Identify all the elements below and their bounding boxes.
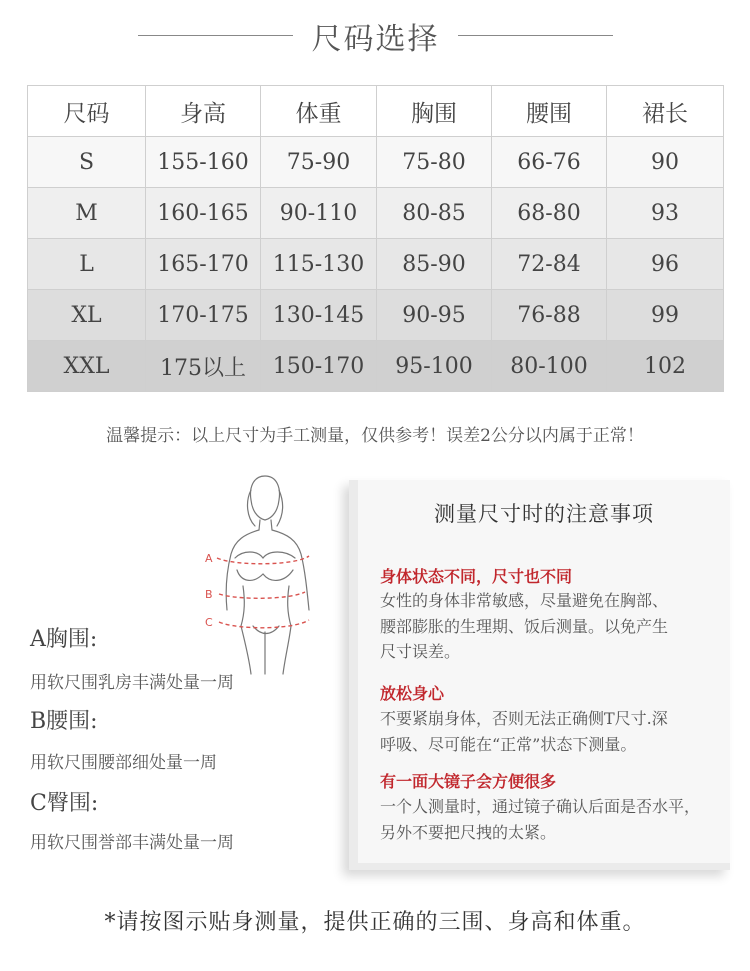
table-cell: 75-80 bbox=[377, 137, 492, 188]
table-cell: 130-145 bbox=[261, 290, 377, 341]
table-cell: 115-130 bbox=[261, 239, 377, 290]
notice-title: 测量尺寸时的注意事项 bbox=[434, 502, 654, 526]
table-row bbox=[28, 290, 724, 341]
column-header: 身高 bbox=[146, 86, 261, 137]
table-cell: S bbox=[28, 137, 146, 188]
notice-paragraph bbox=[380, 794, 725, 845]
table-cell: 96 bbox=[607, 239, 724, 290]
notice-heading: 有一面大镜子会方便很多 bbox=[380, 772, 557, 791]
table-cell: 93 bbox=[607, 188, 724, 239]
table-cell: XXL bbox=[28, 341, 146, 392]
table-cell: 90 bbox=[607, 137, 724, 188]
table-cell: 80-85 bbox=[377, 188, 492, 239]
table-cell: 150-170 bbox=[261, 341, 377, 392]
size-table-header bbox=[28, 86, 724, 137]
table-cell: XL bbox=[28, 290, 146, 341]
table-cell: 90-110 bbox=[261, 188, 377, 239]
table-cell: 99 bbox=[607, 290, 724, 341]
column-header: 裙长 bbox=[607, 86, 724, 137]
table-cell: 72-84 bbox=[492, 239, 607, 290]
bust-description: 用软尺围乳房丰满处量一周 bbox=[30, 673, 234, 693]
table-row bbox=[28, 188, 724, 239]
sizing-tip: 温馨提示：以上尺寸为手工测量，仅供参考！误差2公分以内属于正常！ bbox=[106, 426, 644, 446]
column-header: 体重 bbox=[261, 86, 377, 137]
table-cell: L bbox=[28, 239, 146, 290]
column-header: 尺码 bbox=[28, 86, 146, 137]
table-cell: 95-100 bbox=[377, 341, 492, 392]
footer-instruction: *请按图示贴身测量，提供正确的三围、身高和体重。 bbox=[104, 910, 646, 935]
table-cell: 68-80 bbox=[492, 188, 607, 239]
notice-line: 呼吸、尽可能在“正常”状态下测量。 bbox=[380, 734, 637, 754]
page-title: 尺码选择 bbox=[311, 22, 440, 57]
body-measurement-figure-icon bbox=[205, 470, 340, 675]
table-cell: 160-165 bbox=[146, 188, 261, 239]
svg-text:B: B bbox=[205, 588, 213, 601]
notice-line: 另外不要把尺拽的太紧。 bbox=[380, 822, 557, 842]
table-cell: 102 bbox=[607, 341, 724, 392]
table-row bbox=[28, 239, 724, 290]
measurement-notice-panel bbox=[349, 480, 730, 870]
waist-description: 用软尺围腰部细处量一周 bbox=[30, 753, 217, 773]
notice-card bbox=[358, 480, 730, 863]
notice-paragraph bbox=[380, 706, 725, 757]
notice-line: 腰部膨胀的生理期、饭后测量。以免产生 bbox=[380, 616, 669, 636]
notice-line: 不要紧崩身体，否则无法正确侧T尺寸.深 bbox=[380, 709, 668, 728]
svg-text:C: C bbox=[205, 616, 213, 629]
title-divider-left bbox=[138, 35, 293, 36]
table-row bbox=[28, 341, 724, 392]
column-header: 腰围 bbox=[492, 86, 607, 137]
title-divider-right bbox=[458, 35, 613, 36]
table-cell: 66-76 bbox=[492, 137, 607, 188]
table-cell: 165-170 bbox=[146, 239, 261, 290]
notice-heading: 放松身心 bbox=[380, 684, 445, 703]
table-cell: 90-95 bbox=[377, 290, 492, 341]
notice-line: 一个人测量时，通过镜子确认后面是否水平， bbox=[380, 797, 701, 816]
column-header: 胸围 bbox=[377, 86, 492, 137]
table-cell: 75-90 bbox=[261, 137, 377, 188]
notice-heading: 身体状态不同，尺寸也不同 bbox=[380, 567, 573, 586]
table-cell: 80-100 bbox=[492, 341, 607, 392]
table-cell: 170-175 bbox=[146, 290, 261, 341]
size-table bbox=[27, 85, 724, 392]
hip-description: 用软尺围誉部丰满处量一周 bbox=[30, 833, 234, 853]
table-cell: 175以上 bbox=[146, 341, 261, 392]
table-cell: 155-160 bbox=[146, 137, 261, 188]
table-row bbox=[28, 137, 724, 188]
bust-label: A胸围: bbox=[30, 627, 98, 652]
waist-label: B腰围: bbox=[30, 709, 98, 734]
section-title-row bbox=[0, 14, 750, 58]
table-cell: 76-88 bbox=[492, 290, 607, 341]
table-cell: 85-90 bbox=[377, 239, 492, 290]
svg-text:A: A bbox=[205, 552, 213, 565]
notice-line: 女性的身体非常敏感，尽量避免在胸部、 bbox=[380, 591, 669, 610]
table-cell: M bbox=[28, 188, 146, 239]
notice-paragraph bbox=[380, 588, 725, 665]
hip-label: C臀围: bbox=[30, 791, 99, 816]
notice-line: 尺寸误差。 bbox=[380, 642, 461, 661]
